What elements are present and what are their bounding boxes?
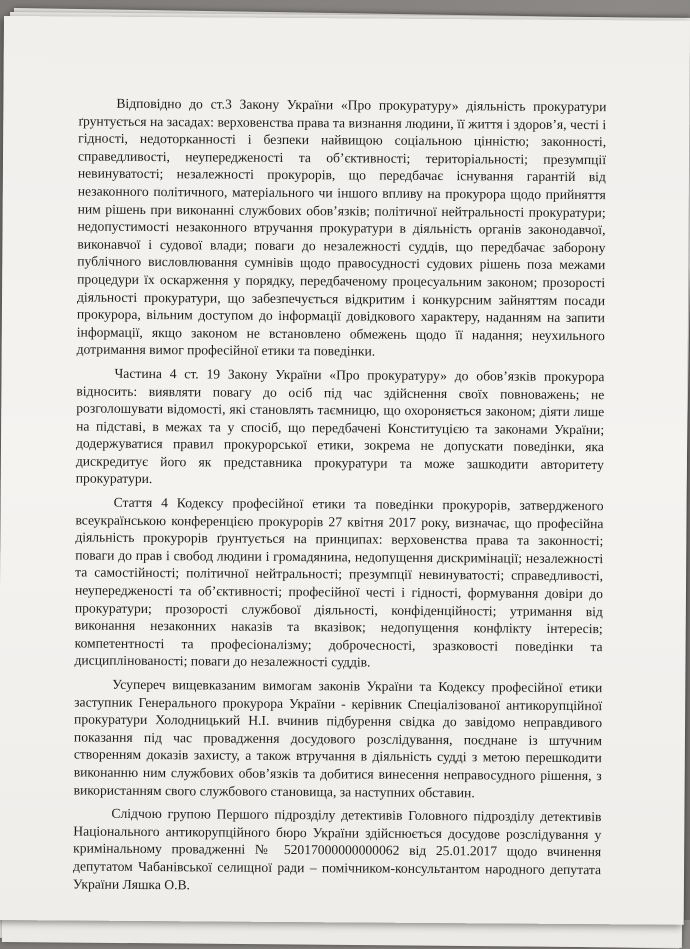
- paragraph-ethics-code: Стаття 4 Кодексу професійної етики та поведінки прокурорів, затвердженого всеукраїнською конференцією прокурорів 27 квітня 2017 року, визначає, що професійна діяльність прокурорів ґрунтується на принципах: верховенства права та законності; поваги до прав і свобод людини і громадянина, недопущення дискримінації; незалежності та самостійності; політичної нейтральності; презумпції невинуватості; справедливості, неупередженості та об’єктивності; професійної честі і гідності, формування довіри до прокуратури; прозорості службової діяльності, конфіденційності; утримання від виконання незаконних наказів та вказівок; недопущення конфлікту інтересів; компетентності та професіоналізму; доброчесності, зразковості поведінки та дисциплінованості; поваги до незалежності суддів.: [74, 494, 604, 670]
- document-body: [73, 95, 607, 897]
- paragraph-prosecution-principles: Відповідно до ст.3 Закону України «Про прокуратуру» діяльність прокуратури ґрунтується на засадах: верховенства права та визнання людини, її життя і здоров’я, честі і гідності, недоторканності і безпеки найвищою соціальною цінністю; законності, справедливості, неупередженості та об’єктивності; територіальності; презумпції невинуватості; незалежності прокурорів, що передбачає існування гарантій від незаконного політичного, матеріального чи іншого впливу на прокурора щодо прийняття ним рішень при виконанні службових обов’язків; політичної нейтральності прокуратури; недопустимості незаконного втручання прокуратури в діяльність органів законодавчої, виконавчої і судової влади; поваги до незалежності суддів, що передбачає заборону публічного висловлювання сумнівів щодо правосудності судових рішень поза межами процедури їх оскарження у порядку, передбаченому процесуальним законом; прозорості діяльності прокуратури, що забезпечується відкритим і конкурсним зайняттям посади прокурора, вільним доступом до інформації довідкового характеру, наданням на запити інформації, якщо законом не встановлено обмежень щодо її надання; неухильного дотримання вимог професійної етики та поведінки.: [76, 95, 607, 359]
- paragraph-investigation: Слідчою групою Першого підрозділу детективів Головного підрозділу детективів Національного антикорупційного бюро України здійснюється досудове розслідування у кримінальному провадженні № 52017000000000062 від 25.01.2017 щодо вчинення депутатом Чабанівської селищної ради – помічником-консультантом народного депутата України Ляшка О.В.: [72, 805, 602, 892]
- document-page: [0, 16, 690, 925]
- paragraph-violation: Усупереч вищевказаним вимогам законів України та Кодексу професійної етики заступник Генерального прокурора України - керівник Спеціалізованої антикорупційної прокуратури Холодницький Н.І. вчинив підбурення свідка до завідомо неправдивого показання під час провадження досудового розслідування, поєднане із штучним створенням доказів захисту, а також втручання в діяльність судді з метою перешкодити виконанню ним службових обов’язків та добитися винесення неправосудного рішення, з використанням свого службового становища, за наступних обставин.: [73, 676, 603, 800]
- paragraph-prosecutor-duties: Частина 4 ст. 19 Закону України «Про прокуратуру» до обов’язків прокурора відносить: виявляти повагу до осіб під час здійснення своїх повноважень; не розголошувати відомості, які становлять таємницю, що охороняється законом; діяти лише на підставі, в межах та у спосіб, що передбачені Конституцією та законами України; додержуватися правил прокурорської етики, зокрема не допускати поведінки, яка дискредитує його як представника прокуратури та може зашкодити авторитету прокуратури.: [75, 365, 605, 487]
